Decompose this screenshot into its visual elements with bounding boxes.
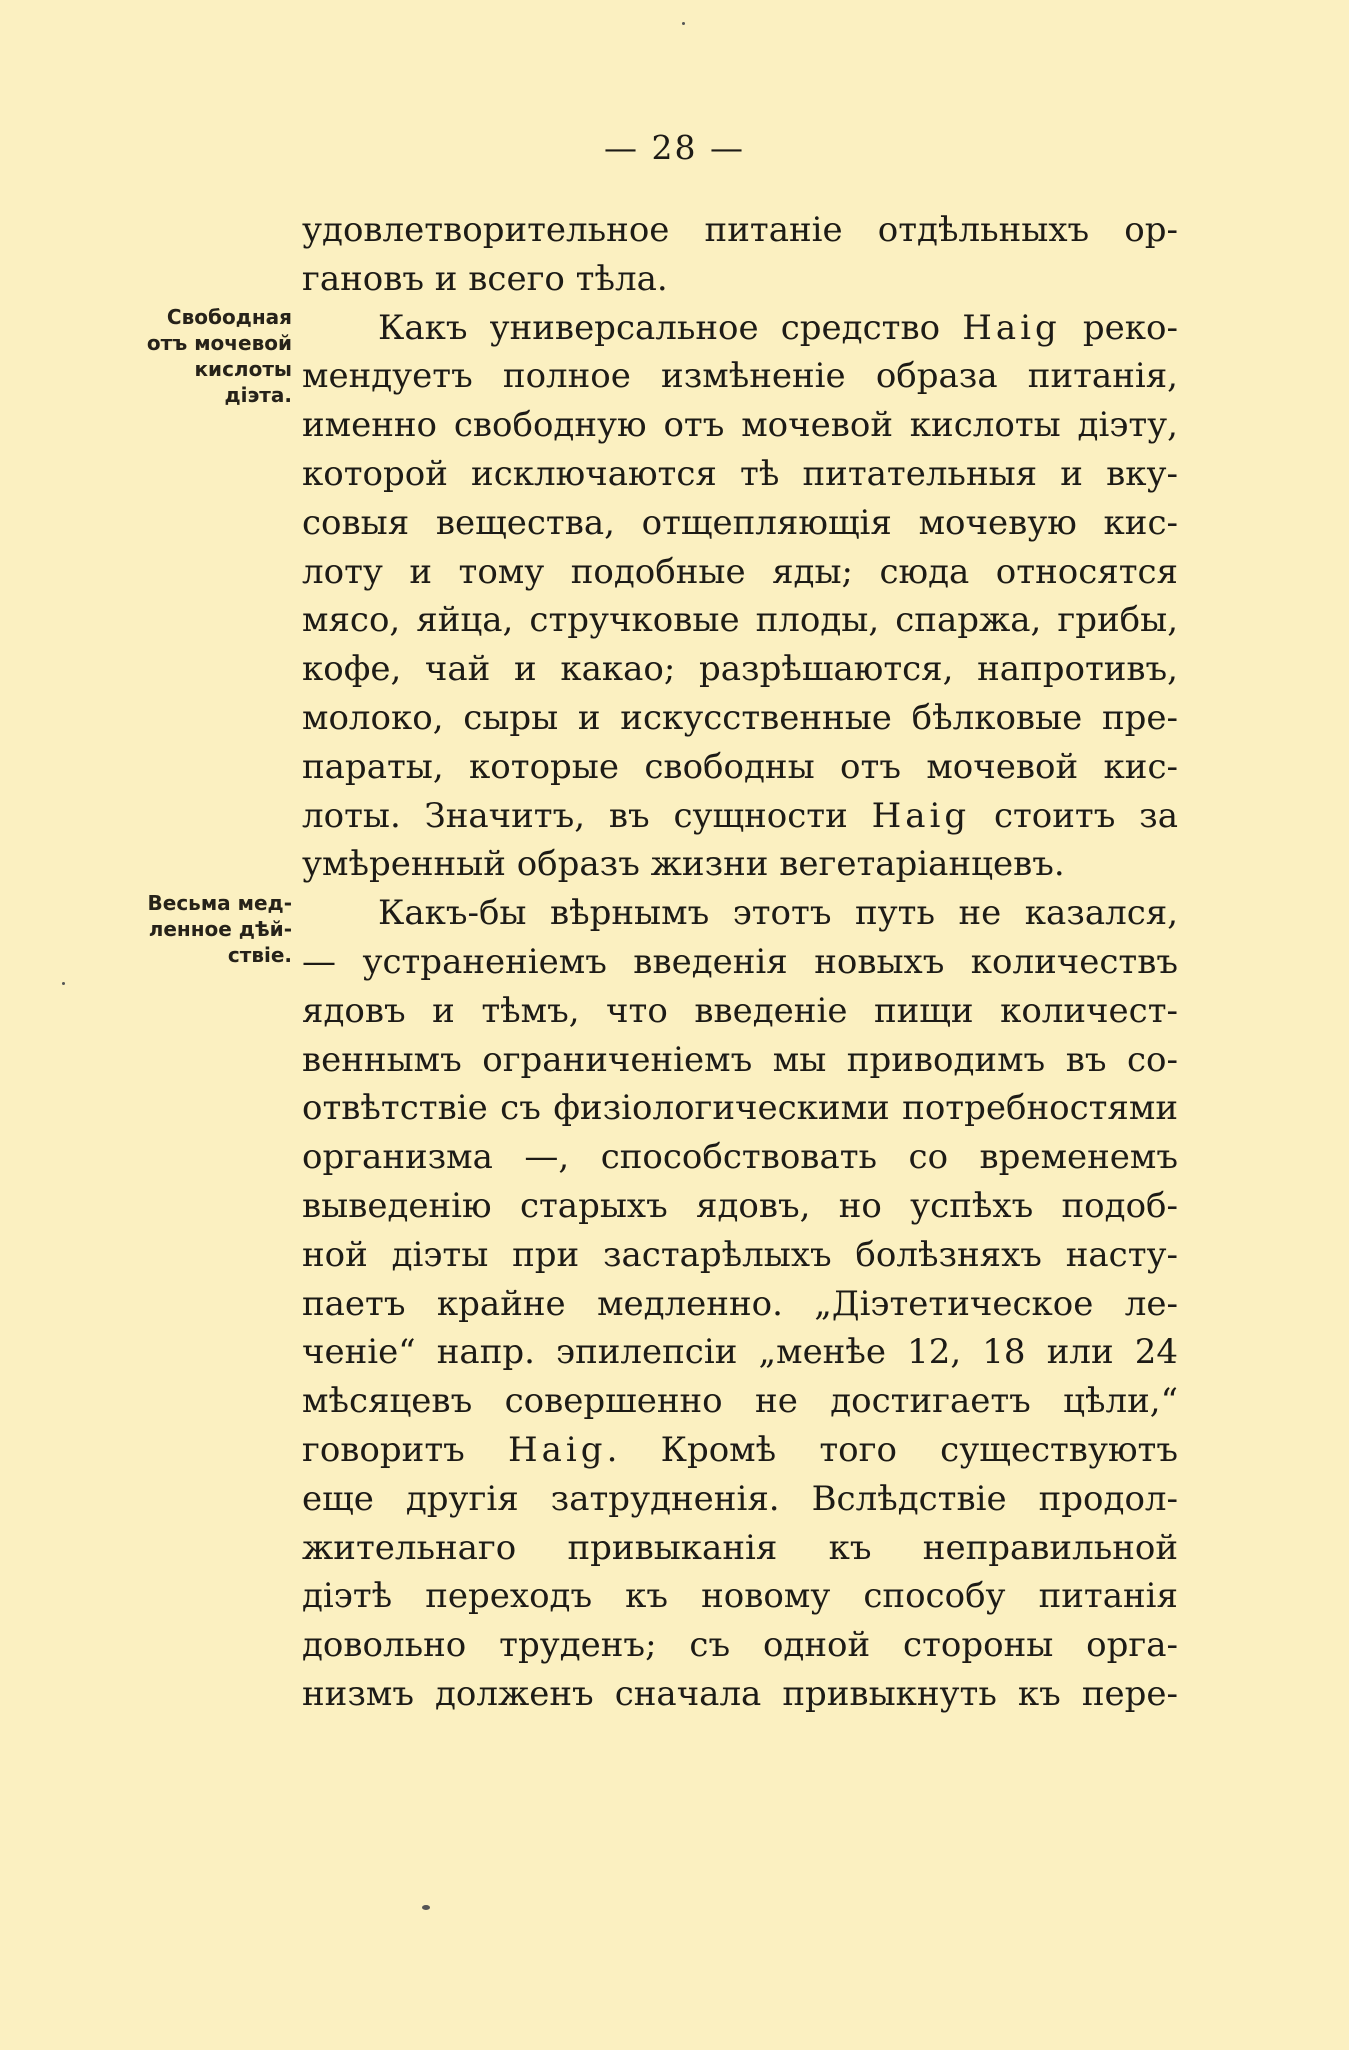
text-line: кофе, чай и какао; разрѣшаются, напротивъ, — [302, 649, 1178, 690]
text-line: гановъ и всего тѣла. — [302, 258, 668, 299]
text-line: организма —, способствовать со временемъ — [302, 1137, 1178, 1178]
text-line: мясо, яйца, стручковые плоды, спаржа, грибы, — [302, 600, 1178, 641]
text-line: ядовъ и тѣмъ, что введеніе пищи количест- — [302, 990, 1178, 1031]
paper-speck — [422, 1905, 430, 1910]
margin-note-line: ствіе. — [227, 943, 292, 967]
text-line: діэтѣ переходъ къ новому способу питанія — [302, 1576, 1178, 1617]
author-name: Haig — [508, 1429, 607, 1470]
text-line: мендуетъ полное измѣненіе образа питанія, — [302, 356, 1178, 397]
margin-note-line: діэта. — [224, 383, 292, 407]
text-line: жительнаго привыканія къ неправильной — [302, 1527, 1178, 1568]
text-line: Какъ-бы вѣрнымъ этотъ путь не казался, — [378, 893, 1178, 934]
margin-note-uric-acid-free-diet — [96, 304, 292, 408]
margin-note-line: Весьма мед- — [147, 891, 292, 915]
text-line: ной діэты при застарѣлыхъ болѣзняхъ насту- — [302, 1234, 1178, 1275]
text-line: мѣсяцевъ совершенно не достигаетъ цѣли,“ — [302, 1381, 1178, 1422]
paper-speck — [62, 982, 65, 985]
margin-note-line: отъ мочевой — [146, 331, 292, 355]
text-line: именно свободную отъ мочевой кислоты діэту, — [302, 405, 1178, 446]
text-line: ченіе“ напр. эпилепсіи „менѣе 12, 18 или 24 — [302, 1332, 1178, 1373]
margin-note-very-slow-action — [96, 890, 292, 968]
text-line: Какъ универсальное средство Haig реко- — [378, 307, 1178, 348]
paper-speck — [682, 22, 685, 25]
text-line: — устраненіемъ введенія новыхъ количествъ — [302, 941, 1178, 982]
text-line: веннымъ ограниченіемъ мы приводимъ въ со- — [302, 1039, 1178, 1080]
text-line: паетъ крайне медленно. „Діэтетическое ле- — [302, 1283, 1178, 1324]
text-line: еще другія затрудненія. Вслѣдствіе продол- — [302, 1478, 1178, 1519]
text-line: довольно труденъ; съ одной стороны орга- — [302, 1625, 1178, 1666]
text-line: молоко, сыры и искусственные бѣлковые пре- — [302, 697, 1178, 738]
author-name: Haig — [871, 795, 971, 836]
text-line: умѣренный образъ жизни вегетаріанцевъ. — [302, 844, 1065, 885]
margin-note-line: Свободная — [166, 305, 292, 329]
author-name: Haig — [962, 307, 1061, 348]
text-line: говоритъ Haig. Кромѣ того существуютъ — [302, 1429, 1178, 1470]
text-line: отвѣтствіе съ физіологическими потребностями — [302, 1088, 1178, 1129]
text-line: низмъ долженъ сначала привыкнуть къ пере- — [302, 1673, 1178, 1714]
text-line: выведенію старыхъ ядовъ, но успѣхъ подоб- — [302, 1185, 1178, 1226]
text-line: удовлетворительное питаніе отдѣльныхъ ор- — [302, 210, 1178, 250]
text-line: лоты. Значитъ, въ сущности Haig стоитъ за — [302, 795, 1178, 836]
text-line: лоту и тому подобные яды; сюда относятся — [302, 551, 1178, 592]
margin-note-line: ленное дѣй- — [148, 917, 292, 941]
body-text — [302, 206, 1178, 1719]
text-line: которой исключаются тѣ питательныя и вку- — [302, 453, 1178, 494]
text-line: параты, которые свободны отъ мочевой кис- — [302, 746, 1178, 787]
margin-note-line: кислоты — [194, 357, 292, 381]
page-number: — 28 — — [604, 128, 745, 167]
text-line: совыя вещества, отщепляющія мочевую кис- — [302, 502, 1178, 543]
